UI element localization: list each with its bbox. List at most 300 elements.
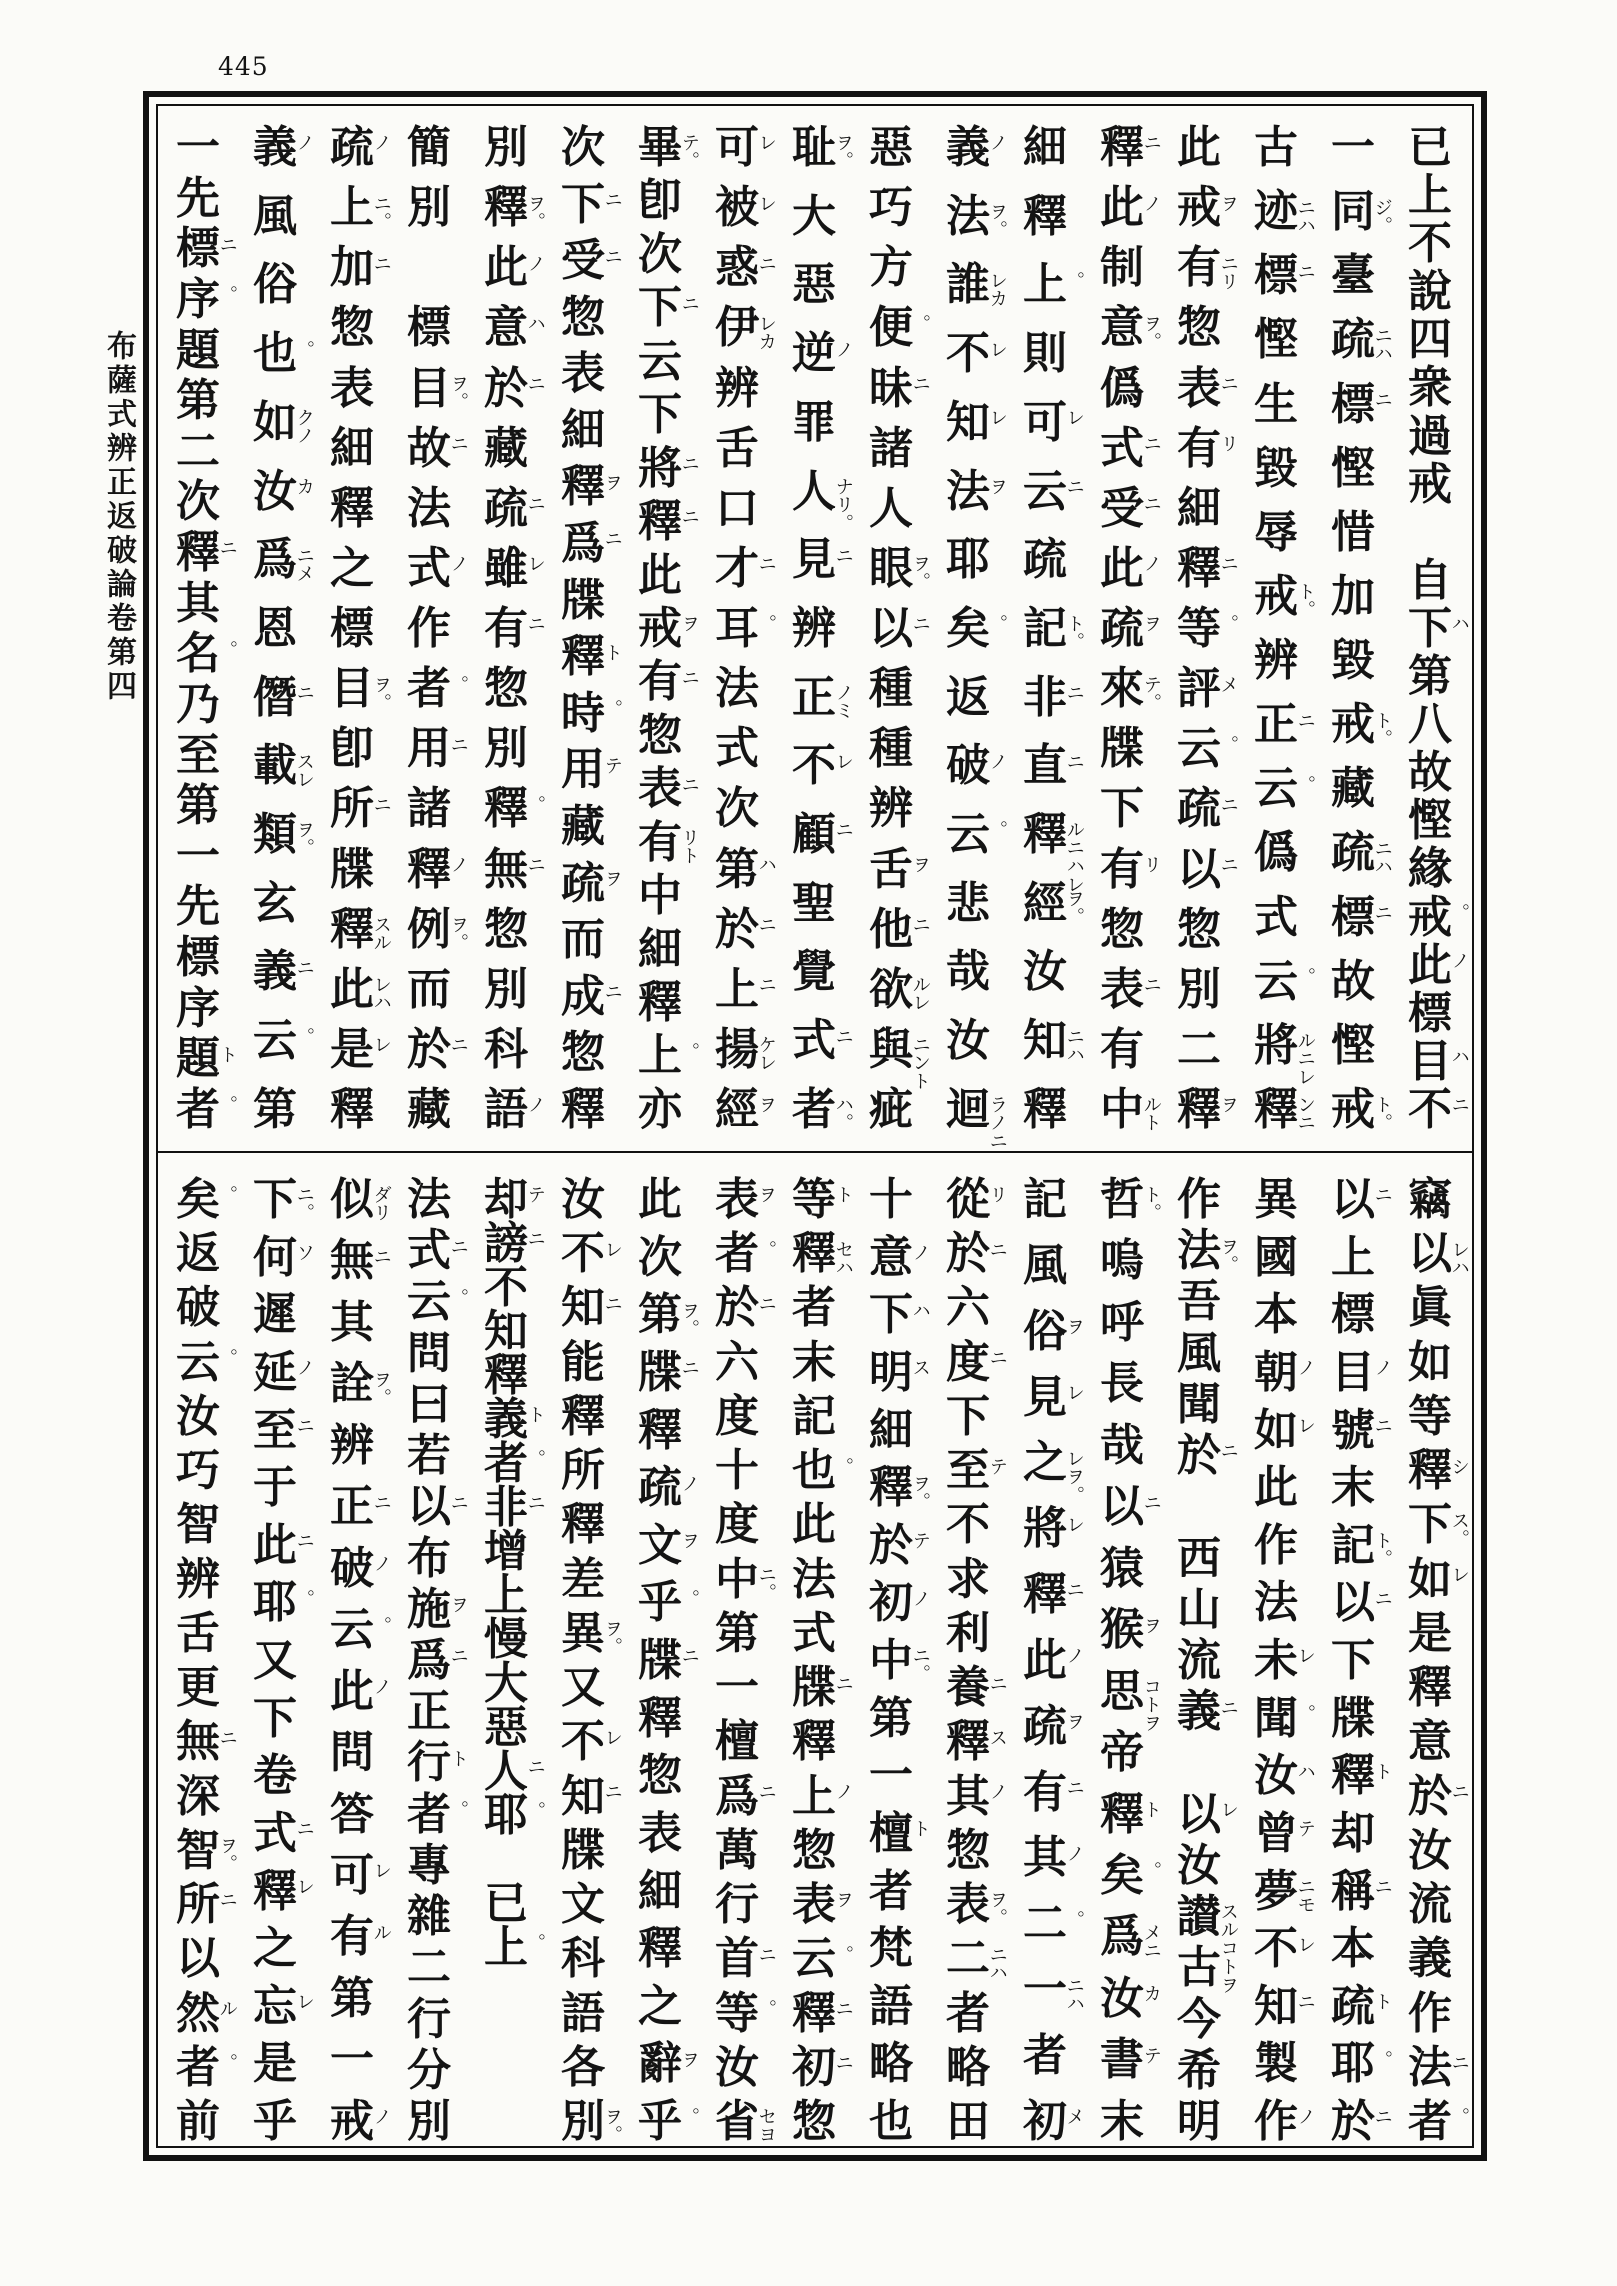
kunten-marks: ニ xyxy=(1294,710,1316,729)
kunten-marks: ニ xyxy=(1294,1992,1316,2011)
kanji-glyph: 一 xyxy=(715,1662,759,1714)
kanji-glyph: 序 xyxy=(176,982,220,1034)
kanji-glyph: 等 ト xyxy=(792,1174,854,1225)
kunten-marks: 。 xyxy=(755,614,777,633)
text-column xyxy=(468,1174,546,2144)
kunten-marks: ニ xyxy=(447,1236,469,1256)
kanji-glyph: 先 xyxy=(176,172,220,224)
kunten-marks: ニ xyxy=(1217,794,1239,814)
kunten-marks: ト xyxy=(524,1405,546,1424)
kunten-marks: ニリ xyxy=(1217,253,1239,291)
kunten-marks: ニ xyxy=(1063,683,1085,702)
kanji-glyph: 異 xyxy=(1254,1174,1298,1225)
kanji-glyph: 者 。 xyxy=(1408,2095,1470,2147)
kanji-glyph: 慢 xyxy=(484,1614,528,1665)
kanji-glyph: 吾 xyxy=(1177,1276,1221,1328)
kanji-glyph: 萬 xyxy=(715,1824,759,1876)
kanji-glyph: 以 ニ xyxy=(1331,1174,1393,1225)
kanji-glyph: 慳 xyxy=(1254,314,1298,366)
kanji-glyph: 求 xyxy=(946,1553,990,1605)
kanji-glyph: 聖 xyxy=(792,877,836,929)
kunten-marks: クノ xyxy=(293,408,315,446)
kunten-marks: ニ xyxy=(1217,373,1239,393)
kanji-glyph: 無 ニ xyxy=(484,843,546,895)
kanji-glyph: 俗 ヲ xyxy=(1023,1305,1085,1357)
kunten-marks: 。 xyxy=(1140,1861,1162,1880)
kanji-glyph: 義 xyxy=(1408,1933,1452,1985)
kanji-glyph: 而 xyxy=(407,963,451,1015)
kanji-glyph: 卽 xyxy=(638,175,682,227)
kanji-glyph: 思 コトヲ xyxy=(1100,1665,1162,1733)
kunten-marks: ニ xyxy=(293,683,315,702)
kunten-marks: ハ xyxy=(755,854,777,874)
kanji-glyph: 意 ハ xyxy=(484,302,546,354)
kunten-marks: ノ xyxy=(1140,554,1162,573)
kunten-marks: レカ xyxy=(755,313,777,351)
kanji-glyph: 破 xyxy=(176,1282,220,1334)
kanji-glyph: 自 xyxy=(1408,554,1452,606)
kunten-marks: ニ xyxy=(832,1026,854,1046)
kanji-glyph: 惣 xyxy=(638,709,682,761)
kanji-glyph: 二 。 xyxy=(1023,1898,1085,1950)
kanji-glyph: 山 xyxy=(1177,1583,1221,1635)
kanji-glyph: 此 ニ xyxy=(253,1519,315,1571)
kanji-glyph: 此 xyxy=(1254,1462,1298,1514)
kanji-glyph: 聞 xyxy=(1177,1378,1221,1430)
kanji-glyph: 不 xyxy=(946,1499,990,1551)
kanji-glyph: 疏 ノ xyxy=(330,122,392,173)
kunten-marks: ニ xyxy=(1371,1185,1393,1204)
kunten-marks: ニ xyxy=(755,554,777,573)
kunten-marks: 。 xyxy=(1371,2049,1393,2069)
kanji-glyph: 先 xyxy=(176,881,220,933)
kunten-marks: ヲ。 xyxy=(216,1836,238,1874)
kanji-glyph: 前 xyxy=(176,2095,220,2147)
kanji-glyph: 下 ス。 xyxy=(1408,1499,1470,1551)
kanji-glyph: 釋 xyxy=(330,482,374,534)
kunten-marks: ニ xyxy=(601,246,623,266)
kunten-marks: ノ xyxy=(293,133,315,152)
kunten-marks: ト xyxy=(909,1819,931,1838)
kanji-glyph: 其 ノ xyxy=(946,1770,1008,1822)
kanji-glyph: 才 ニ xyxy=(715,542,777,594)
kunten-marks: ス xyxy=(986,1727,1008,1747)
kanji-glyph: 二 xyxy=(1177,1023,1221,1075)
kanji-glyph: 十 xyxy=(715,1445,759,1497)
kunten-marks: ニ xyxy=(524,1493,546,1512)
kanji-glyph xyxy=(1177,1485,1221,1529)
text-column xyxy=(1007,1174,1085,2147)
kanji-glyph: 俗 xyxy=(253,259,297,311)
kunten-marks: ニ xyxy=(1448,1781,1470,1801)
kanji-glyph: 云 。 xyxy=(176,1336,238,1388)
kanji-glyph: 諸 xyxy=(407,783,451,835)
kanji-glyph: 耻 ヲ。 xyxy=(792,122,854,173)
kunten-marks: ヲ。 xyxy=(370,1369,392,1407)
kanji-glyph: 目 ヲ。 xyxy=(330,663,392,715)
kunten-marks: ニハ xyxy=(1063,1026,1085,1064)
kanji-glyph: 以 ニ xyxy=(1100,1481,1162,1533)
kanji-glyph: 此 xyxy=(1177,122,1221,173)
kanji-glyph: 於 ニ xyxy=(715,903,777,955)
kunten-marks: ニ xyxy=(678,1358,700,1377)
kanji-glyph: 名 。 xyxy=(176,628,238,680)
kanji-glyph: 末 xyxy=(1100,2095,1144,2147)
kanji-glyph: 疏 xyxy=(1023,534,1067,586)
kanji-glyph: 惣 xyxy=(561,291,605,343)
kunten-marks: 。 xyxy=(216,1185,238,1204)
kanji-glyph: 釋 xyxy=(638,1692,682,1744)
kanji-glyph: 上 xyxy=(484,1570,528,1621)
kanji-glyph: 來 テ。 xyxy=(1100,663,1162,715)
kanji-glyph: 遲 xyxy=(253,1289,297,1341)
kunten-marks: ニ xyxy=(1140,1492,1162,1512)
kunten-marks: ニ xyxy=(524,373,546,393)
kanji-glyph: 戒 ト。 xyxy=(1331,699,1393,751)
kanji-glyph: 於 ニ xyxy=(715,1282,777,1334)
kunten-marks: レハ xyxy=(1448,1239,1470,1277)
kanji-glyph: 義 ノ xyxy=(946,122,1008,173)
kanji-glyph: 有 リ xyxy=(1100,843,1162,895)
kunten-marks: ノ xyxy=(1063,1843,1085,1863)
kanji-glyph: 汝 ハ xyxy=(1254,1750,1316,1802)
kanji-glyph: 牒 xyxy=(561,574,605,626)
kunten-marks: ニ xyxy=(1217,554,1239,573)
kanji-glyph: 云 。 xyxy=(1254,763,1316,815)
kanji-glyph: 辨 xyxy=(715,362,759,414)
kanji-glyph: 者 。 xyxy=(715,1228,777,1280)
kunten-marks: 。 xyxy=(524,1449,546,1468)
kanji-glyph: 類 ヲ。 xyxy=(253,809,315,861)
kanji-glyph: 於 テ xyxy=(869,1519,931,1571)
kanji-glyph xyxy=(407,246,451,290)
kunten-marks: ヲ xyxy=(1063,1317,1085,1336)
kunten-marks: ヲ xyxy=(447,1595,469,1614)
kanji-glyph: 可 レ xyxy=(1023,396,1085,448)
kunten-marks: ニ xyxy=(1217,1697,1239,1717)
kunten-marks: ト。 xyxy=(1294,582,1316,620)
kanji-glyph: 知 ニ xyxy=(561,1282,623,1334)
kanji-glyph: 一 xyxy=(869,1750,913,1802)
kanji-glyph: 返 xyxy=(176,1228,220,1280)
kunten-marks: ニハ xyxy=(1371,325,1393,363)
kanji-glyph: 次 xyxy=(176,476,220,528)
kunten-marks: ヲ。 xyxy=(370,674,392,712)
kanji-glyph: 疏 ヲ xyxy=(1023,1700,1085,1752)
kanji-glyph: 法 ヲ。 xyxy=(946,190,1008,242)
kanji-glyph: 疵 xyxy=(869,1084,913,1135)
kanji-glyph: 戒 ヲ xyxy=(1177,182,1239,234)
kanji-glyph: 乎 xyxy=(253,2096,297,2147)
kanji-glyph: 細 xyxy=(561,404,605,456)
kunten-marks: ニ xyxy=(678,1646,700,1665)
kanji-glyph: 下 ニ xyxy=(561,178,623,230)
kanji-glyph: 此 xyxy=(638,549,682,601)
kanji-glyph: 西 xyxy=(1177,1532,1221,1584)
kanji-glyph: 初 ニ xyxy=(792,2041,854,2093)
kanji-glyph: 如 クノ xyxy=(253,396,315,448)
kanji-glyph: 正 xyxy=(407,1686,451,1738)
kanji-glyph: 爲 ニメ xyxy=(253,534,315,586)
kanji-glyph: 藏 xyxy=(1331,763,1375,815)
kanji-glyph: 嗚 xyxy=(1100,1235,1144,1287)
text-column xyxy=(1161,1174,1239,2147)
kanji-glyph: 中 ルト xyxy=(1100,1084,1162,1135)
text-column xyxy=(1315,1174,1393,2147)
kanji-glyph: 云 。 xyxy=(407,1276,469,1328)
kunten-marks: ヲ。 xyxy=(601,2107,623,2145)
kunten-marks: ニ xyxy=(1371,1415,1393,1435)
kanji-glyph: 記 xyxy=(1023,1174,1067,1225)
kanji-glyph: 制 xyxy=(1100,242,1144,294)
kanji-glyph: 上 。 xyxy=(484,1922,546,1973)
kunten-marks: ニ xyxy=(1371,2107,1393,2126)
kanji-glyph: 第 xyxy=(715,1607,759,1659)
kanji-glyph: 疏 ノ xyxy=(638,1462,700,1514)
kanji-glyph: 牒 ニ xyxy=(792,1662,854,1714)
kunten-marks: レ xyxy=(601,1239,623,1259)
kanji-glyph: 表 ヲ。 xyxy=(946,1879,1008,1931)
kunten-marks: 。 xyxy=(1294,774,1316,794)
kanji-glyph: 如 xyxy=(1408,1336,1452,1388)
kanji-glyph: 然 ル xyxy=(176,1987,238,2039)
kanji-glyph: 惣 xyxy=(946,1824,990,1876)
kanji-glyph: 智 xyxy=(176,1499,220,1551)
kanji-glyph: 于 xyxy=(253,1462,297,1514)
kanji-glyph: 第 ハ xyxy=(715,843,777,895)
kanji-glyph: 梵 xyxy=(869,1923,913,1975)
kunten-marks: ニハ xyxy=(1294,197,1316,235)
kanji-glyph: 檀 xyxy=(715,1716,759,1768)
kunten-marks: ニ xyxy=(1371,1876,1393,1896)
kanji-glyph: 緣 xyxy=(1408,843,1452,895)
kunten-marks: ノ xyxy=(986,133,1008,152)
kunten-marks: 。 xyxy=(678,1588,700,1608)
kanji-glyph: 智 ヲ。 xyxy=(176,1824,238,1876)
kanji-glyph: 正 ニ xyxy=(1254,699,1316,751)
kanji-glyph: 將 レ xyxy=(1023,1503,1085,1555)
kunten-marks: ノ xyxy=(370,2107,392,2126)
kunten-marks: ニ xyxy=(1063,1777,1085,1797)
kanji-glyph: 汝 カ xyxy=(253,465,315,517)
kunten-marks: ソ xyxy=(293,1243,315,1262)
kanji-glyph: 用 ニ xyxy=(407,723,469,775)
kanji-glyph: 釋 ヲ。 xyxy=(869,1462,931,1514)
kanji-glyph: 次 xyxy=(638,228,682,280)
kanji-glyph: 返 xyxy=(946,671,990,723)
kanji-glyph: 汝 カ xyxy=(1100,1972,1162,2024)
kanji-glyph: 惣 xyxy=(792,2095,836,2147)
kanji-glyph: 異 ヲ。 xyxy=(561,1607,623,1659)
kunten-marks: ト。 xyxy=(1371,710,1393,748)
kunten-marks: ニ xyxy=(524,854,546,874)
kanji-glyph: 上 xyxy=(1408,170,1452,222)
kanji-glyph: 者 。 xyxy=(176,1083,238,1135)
kanji-glyph: 釋 ノ xyxy=(407,843,469,895)
text-column xyxy=(314,122,392,1135)
kanji-glyph: 猴 ヲ xyxy=(1100,1604,1162,1656)
kanji-glyph: 者 xyxy=(946,1987,990,2039)
kanji-glyph: 此 ノ xyxy=(1100,542,1162,594)
kanji-glyph: 巧 xyxy=(176,1445,220,1497)
kunten-marks: ニ xyxy=(293,1531,315,1550)
kanji-glyph: 別 xyxy=(484,723,528,775)
kanji-glyph: 故 ニ xyxy=(407,422,469,474)
kanji-glyph: 知 ニ xyxy=(561,1770,623,1822)
kanji-glyph: 惣 xyxy=(330,302,374,354)
kanji-glyph: 式 xyxy=(792,1607,836,1659)
upper-register xyxy=(150,122,1480,1151)
kunten-marks: ニ xyxy=(601,189,623,209)
kanji-glyph: 云 。 xyxy=(330,1604,392,1656)
kanji-glyph: 故 xyxy=(1408,747,1452,799)
kanji-glyph: 差 xyxy=(561,1553,605,1605)
kanji-glyph: 耳 。 xyxy=(715,603,777,654)
kanji-glyph: 者 。 xyxy=(484,1438,546,1489)
kunten-marks: レ xyxy=(986,339,1008,358)
kunten-marks: ニモ xyxy=(1294,1876,1316,1914)
kanji-glyph: 初 ノ xyxy=(869,1577,931,1629)
kanji-glyph: 戒 xyxy=(1408,458,1452,510)
kanji-glyph: 第 xyxy=(176,375,220,427)
kanji-glyph: 標 ニ xyxy=(176,223,238,275)
text-column xyxy=(468,122,546,1135)
kanji-glyph: 細 xyxy=(330,422,374,474)
kunten-marks: ニ xyxy=(293,1819,315,1838)
kanji-glyph: 其 xyxy=(330,1296,374,1348)
kunten-marks: ヲ。 xyxy=(447,915,469,952)
text-column xyxy=(1161,122,1239,1135)
kanji-glyph: 辨 xyxy=(869,783,913,835)
kanji-glyph: 中 ニ。 xyxy=(715,1553,777,1605)
kanji-glyph: 法 xyxy=(715,663,759,715)
kanji-glyph: 釋 xyxy=(484,1350,528,1401)
kanji-glyph: 義 ニ xyxy=(1177,1686,1239,1738)
kanji-glyph: 次 xyxy=(715,783,759,835)
kanji-glyph: 法 ヲ。 xyxy=(1177,1225,1239,1277)
kanji-glyph: 見 ニ xyxy=(792,534,854,586)
kanji-glyph: 釋 xyxy=(1408,1662,1452,1714)
kanji-glyph: 下 xyxy=(1331,1635,1375,1686)
kanji-glyph: 而 xyxy=(561,914,605,966)
kanji-glyph: 汝 xyxy=(1408,1824,1452,1876)
kanji-glyph: 與 ニント xyxy=(869,1023,931,1091)
kunten-marks: ハ xyxy=(524,313,546,333)
kanji-glyph: 釋 ヲ xyxy=(1177,1084,1239,1135)
kanji-glyph: 藏 xyxy=(407,1084,451,1135)
kanji-glyph: 稱 ニ xyxy=(1331,1865,1393,1917)
kanji-glyph: 表 ヲ xyxy=(715,1174,777,1225)
kanji-glyph: 舌 xyxy=(176,1607,220,1659)
text-column xyxy=(1238,1174,1316,2147)
kunten-marks: ヲ。 xyxy=(1140,313,1162,351)
kanji-glyph: 各 xyxy=(561,2041,605,2093)
kanji-glyph: 釋 xyxy=(561,1083,605,1135)
kanji-glyph: 爲 ニ xyxy=(407,1634,469,1686)
kanji-glyph: 於 ニ xyxy=(1177,1430,1239,1482)
kanji-glyph: 以 ニ xyxy=(407,1481,469,1533)
kanji-glyph: 釋 ニ xyxy=(176,527,238,578)
kanji-glyph: 悲 xyxy=(946,877,990,929)
kunten-marks: ニハ xyxy=(1371,838,1393,876)
kanji-glyph: 惣 xyxy=(484,903,528,955)
kanji-glyph: 科 xyxy=(561,1933,605,1985)
kunten-marks: ニ xyxy=(986,1348,1008,1367)
kanji-glyph: 惡 xyxy=(869,122,913,173)
kanji-glyph: 記 ト。 xyxy=(1331,1519,1393,1571)
kunten-marks: ヲ xyxy=(1063,1712,1085,1731)
kunten-marks: ニ xyxy=(678,454,700,473)
kanji-glyph: 舌 ヲ xyxy=(869,843,931,895)
kanji-glyph: 釋 xyxy=(561,1390,605,1442)
kanji-glyph: 疏 ヲ xyxy=(561,857,623,909)
kunten-marks: カ xyxy=(1140,1984,1162,2003)
kunten-marks: レ xyxy=(370,1861,392,1880)
kanji-glyph: 二 xyxy=(407,1942,451,1994)
kanji-glyph: 呼 xyxy=(1100,1296,1144,1348)
kanji-glyph: 問 xyxy=(330,1727,374,1779)
kanji-glyph: 云 xyxy=(638,335,682,387)
kanji-glyph: 養 ニ xyxy=(946,1662,1008,1714)
kanji-glyph: 人 ニ xyxy=(484,1746,546,1797)
kanji-glyph: 一 xyxy=(176,830,220,882)
text-column xyxy=(853,122,931,1135)
kanji-glyph: 作 xyxy=(1254,1519,1298,1571)
kunten-marks: ニ xyxy=(1294,261,1316,281)
kanji-glyph: 流 xyxy=(1408,1879,1452,1931)
kanji-glyph: 耶 。 xyxy=(1331,2038,1393,2090)
kunten-marks: レ xyxy=(1294,1934,1316,1953)
kunten-marks: 。 xyxy=(293,1588,315,1608)
kunten-marks: ヲ。 xyxy=(1217,1236,1239,1274)
kanji-glyph: 汝 xyxy=(176,1390,220,1442)
kanji-glyph: 也 xyxy=(869,2096,913,2147)
kanji-glyph: 不 xyxy=(484,1262,528,1313)
kunten-marks: ヲ。 xyxy=(447,373,469,411)
kanji-glyph: 云 ニ xyxy=(1023,465,1085,517)
kanji-glyph: 非 ニ xyxy=(1023,671,1085,723)
kanji-glyph: 罪 xyxy=(792,396,836,448)
kunten-marks: レ xyxy=(370,1035,392,1054)
kunten-marks: ス xyxy=(909,1358,931,1377)
kanji-glyph: 也 。 xyxy=(792,1445,854,1497)
kanji-glyph xyxy=(1177,1741,1221,1785)
kanji-glyph: 釋 。 xyxy=(484,783,546,835)
kanji-glyph: 式 ニ xyxy=(407,1225,469,1277)
kunten-marks: 。 xyxy=(447,674,469,693)
kanji-glyph: 能 xyxy=(561,1336,605,1388)
kunten-marks: ノ xyxy=(1140,193,1162,212)
kanji-glyph: 卽 xyxy=(330,723,374,775)
kanji-glyph: 口 xyxy=(715,482,759,534)
kanji-glyph: 經 ヲ。 xyxy=(1023,877,1085,929)
kanji-glyph: 延 ノ xyxy=(253,1346,315,1398)
kunten-marks: 。 xyxy=(524,794,546,814)
kanji-glyph: 已 xyxy=(484,1878,528,1929)
kanji-glyph: 戒 ト。 xyxy=(1254,570,1316,622)
kunten-marks: ト xyxy=(601,642,623,662)
kanji-glyph: 目 ノ xyxy=(1331,1346,1393,1398)
kunten-marks: ニ xyxy=(755,975,777,994)
kunten-marks: ノ xyxy=(832,339,854,358)
kanji-glyph: 云 。 xyxy=(253,1015,315,1067)
kanji-glyph: 人 ナリ。 xyxy=(792,465,854,533)
kunten-marks: ニ xyxy=(678,774,700,794)
kunten-marks: ハ xyxy=(909,1300,931,1320)
kanji-glyph: 釋 ニ xyxy=(1023,1569,1085,1621)
kanji-glyph: 此 xyxy=(792,1499,836,1551)
kanji-glyph: 施 ヲ xyxy=(407,1583,469,1635)
